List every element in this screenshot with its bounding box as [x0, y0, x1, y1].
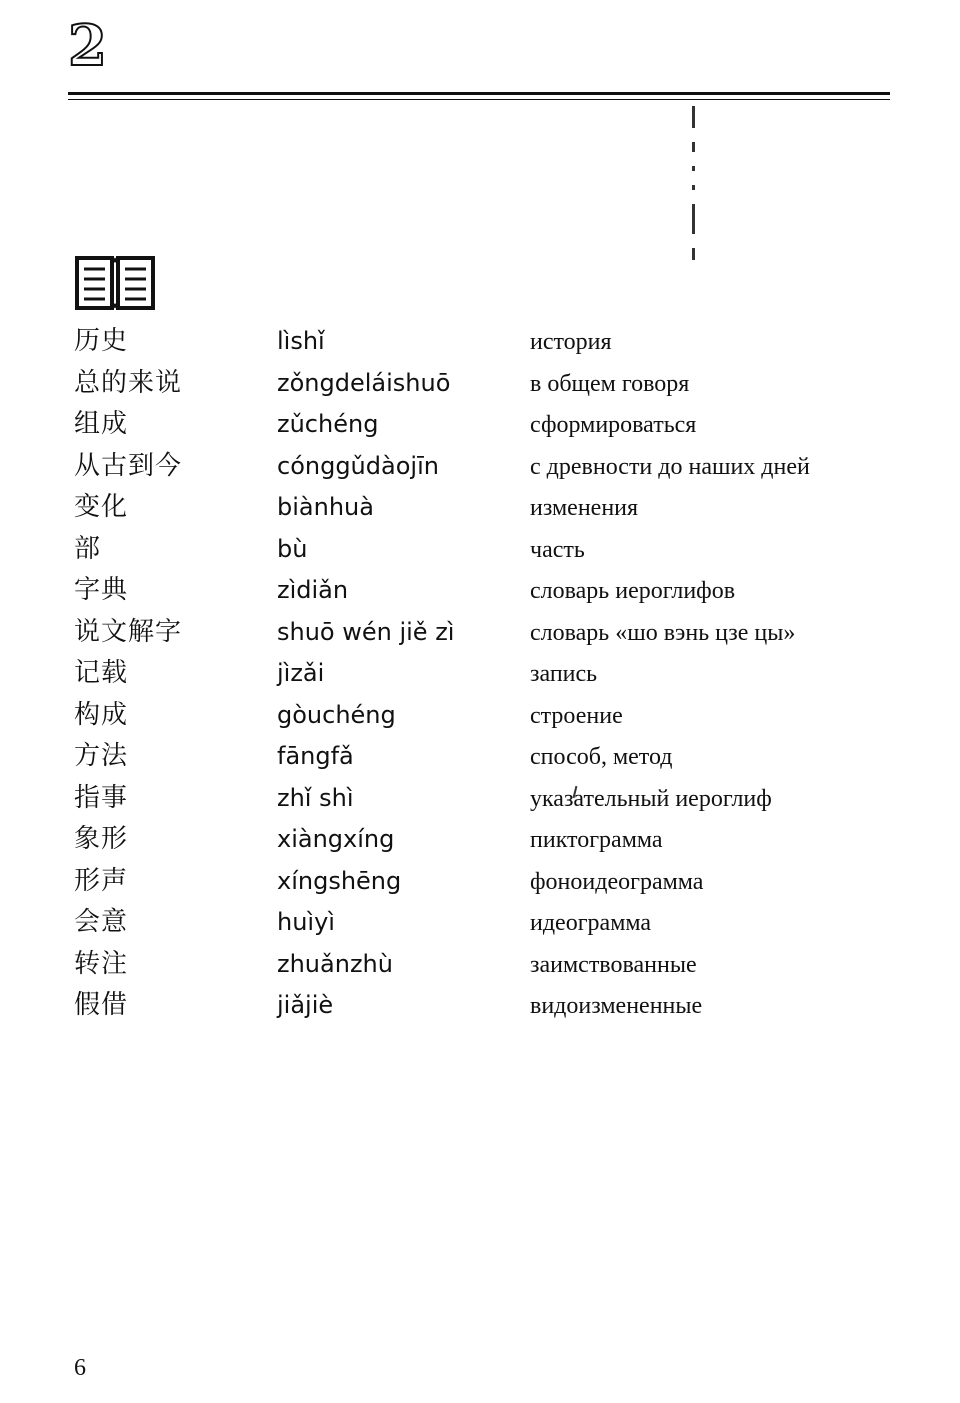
hanzi-cell: 形声: [74, 865, 129, 896]
russian-cell: пиктограмма: [530, 827, 663, 853]
pinyin-cell: zìdiǎn: [277, 576, 349, 604]
russian-cell: часть: [530, 536, 585, 563]
table-row: [74, 742, 904, 784]
hanzi-cell: 指事: [74, 782, 129, 813]
table-row: [74, 452, 904, 494]
pinyin-cell: lìshǐ: [277, 327, 325, 355]
pinyin-cell: zǒngdeláishuō: [277, 368, 451, 397]
hanzi-cell: 总的来说: [74, 367, 183, 398]
hanzi-cell: 象形: [74, 824, 129, 854]
russian-cell: сформироваться: [530, 412, 697, 438]
russian-cell: способ, метод: [530, 744, 673, 770]
pinyin-cell: cónggǔdàojīn: [277, 451, 439, 480]
table-row: [74, 867, 904, 909]
pinyin-cell: shuō wén jiě zì: [277, 617, 455, 646]
pinyin-cell: zǔchéng: [277, 410, 379, 438]
pinyin-cell: fāngfǎ: [277, 742, 354, 770]
hanzi-cell: 组成: [74, 409, 129, 439]
pinyin-cell: gòuchéng: [277, 700, 396, 729]
russian-cell: указательный иероглиф: [530, 785, 772, 812]
table-row: [74, 410, 904, 452]
russian-cell: с древности до наших дней: [530, 453, 810, 480]
table-row: [74, 369, 904, 411]
hanzi-cell: 会意: [74, 907, 129, 937]
russian-cell: изменения: [530, 495, 639, 521]
table-row: [74, 701, 904, 743]
hanzi-cell: 方法: [74, 741, 129, 771]
hanzi-cell: 历史: [74, 326, 129, 356]
pinyin-cell: bù: [277, 534, 308, 563]
russian-cell: словарь иероглифов: [530, 578, 736, 604]
pinyin-cell: huìyì: [277, 908, 335, 936]
page-number: 6: [74, 1355, 86, 1381]
russian-cell: заимствованные: [530, 951, 697, 978]
table-row: [74, 493, 904, 535]
hanzi-cell: 构成: [74, 699, 129, 730]
pinyin-cell: jìzǎi: [277, 659, 325, 687]
vocabulary-table: [74, 327, 904, 1033]
table-row: [74, 991, 904, 1033]
table-row: [74, 535, 904, 577]
hanzi-cell: 部: [74, 533, 102, 564]
table-row: [74, 618, 904, 660]
hanzi-cell: 从古到今: [74, 450, 183, 481]
pinyin-cell: jiǎjiè: [277, 991, 334, 1019]
pinyin-cell: xíngshēng: [277, 866, 402, 895]
russian-cell: строение: [530, 702, 623, 729]
header-divider: [68, 92, 890, 95]
hanzi-cell: 字典: [74, 575, 129, 605]
russian-cell: идеограмма: [530, 910, 652, 936]
table-row: [74, 950, 904, 992]
chapter-number: 2: [68, 13, 107, 79]
table-row: [74, 327, 904, 369]
russian-cell: в общем говоря: [530, 370, 690, 397]
hanzi-cell: 变化: [74, 492, 129, 522]
open-book-icon: [74, 255, 156, 311]
header-divider-thin: [68, 99, 890, 100]
hanzi-cell: 记载: [74, 658, 129, 688]
table-row: [74, 784, 904, 826]
pinyin-cell: xiàngxíng: [277, 825, 395, 853]
pinyin-cell: zhǐ shì: [277, 783, 354, 812]
table-row: [74, 659, 904, 701]
table-row: [74, 825, 904, 867]
table-row: [74, 908, 904, 950]
russian-cell: фоноидеограмма: [530, 868, 704, 895]
russian-cell: история: [530, 329, 612, 355]
hanzi-cell: 说文解字: [74, 616, 183, 647]
pinyin-cell: biànhuà: [277, 493, 374, 521]
table-row: [74, 576, 904, 618]
hanzi-cell: 转注: [74, 948, 129, 979]
russian-cell: словарь «шо вэнь цзе цы»: [530, 619, 796, 646]
pinyin-cell: zhuǎnzhù: [277, 949, 393, 978]
russian-cell: запись: [530, 661, 598, 687]
russian-cell: видоизмененные: [530, 993, 703, 1019]
hanzi-cell: 假借: [74, 990, 129, 1020]
